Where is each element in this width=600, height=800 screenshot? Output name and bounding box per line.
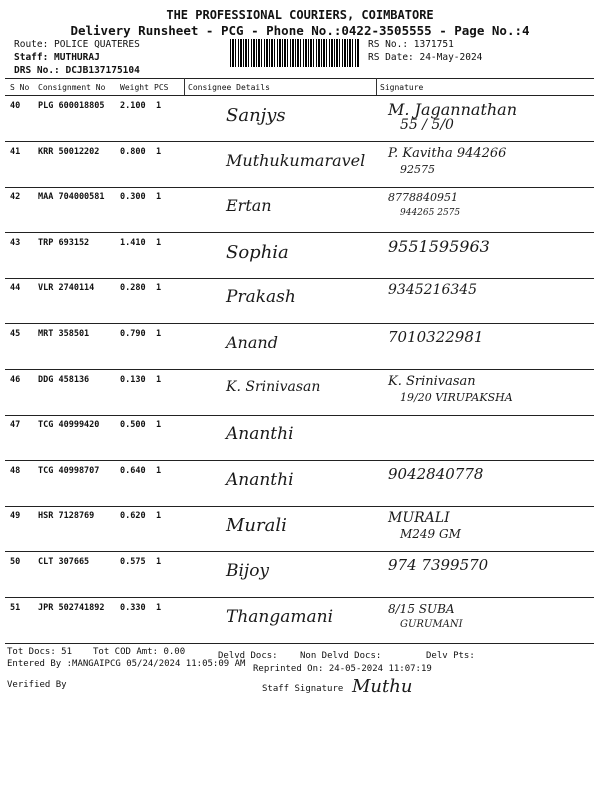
row-sno: 43 xyxy=(10,238,21,248)
document-title: Delivery Runsheet - PCG - Phone No.:0422-3505555 - Page No.:4 xyxy=(70,23,530,38)
row-signature-line1: 9551595963 xyxy=(388,237,490,256)
row-sno: 51 xyxy=(10,603,21,613)
row-pcs: 1 xyxy=(156,420,162,430)
company-name: THE PROFESSIONAL COURIERS, COIMBATORE xyxy=(166,8,434,22)
rs-date: RS Date: 24-May-2024 xyxy=(368,52,483,63)
row-divider xyxy=(5,232,594,233)
row-sno: 50 xyxy=(10,557,21,567)
row-signature-line1: 8778840951 xyxy=(388,191,458,204)
row-consignment-no: DDG 458136 xyxy=(38,375,90,385)
col-sno: S No xyxy=(10,83,30,92)
row-consignment-no: VLR 2740114 xyxy=(38,283,95,293)
row-signature-line2: GURUMANI xyxy=(400,619,463,630)
reprinted-on: Reprinted On: 24-05-2024 11:07:19 xyxy=(253,664,432,674)
row-consignee-handwritten: Ananthi xyxy=(226,424,294,444)
staff-signature: Muthu xyxy=(352,676,413,697)
row-consignment-no: TCG 40998707 xyxy=(38,466,100,476)
row-divider xyxy=(5,278,594,279)
row-divider xyxy=(5,323,594,324)
row-sno: 44 xyxy=(10,283,21,293)
row-sno: 41 xyxy=(10,147,21,157)
row-weight: 0.575 xyxy=(120,557,146,567)
row-signature-line2: 19/20 VIRUPAKSHA xyxy=(400,391,513,404)
row-pcs: 1 xyxy=(156,147,162,157)
row-consignee-handwritten: Anand xyxy=(226,333,278,352)
row-consignee-handwritten: Sanjys xyxy=(226,105,286,126)
row-signature-line1: M. Jagannathan xyxy=(388,100,518,119)
col-pcs: PCS xyxy=(154,83,169,92)
rs-number: RS No.: 1371751 xyxy=(368,39,454,50)
route-label: Route: POLICE QUATERES xyxy=(14,39,140,50)
row-signature-line2: 92575 xyxy=(400,163,435,176)
row-pcs: 1 xyxy=(156,511,162,521)
row-signature-line1: P. Kavitha 944266 xyxy=(388,146,507,161)
delivery-points: Delv Pts: xyxy=(426,651,475,661)
row-consignee-handwritten: Ertan xyxy=(226,196,272,215)
row-pcs: 1 xyxy=(156,603,162,613)
row-pcs: 1 xyxy=(156,466,162,476)
row-divider xyxy=(5,551,594,552)
row-pcs: 1 xyxy=(156,238,162,248)
row-divider xyxy=(5,369,594,370)
row-consignee-handwritten: Sophia xyxy=(226,242,289,263)
row-weight: 0.800 xyxy=(120,147,146,157)
row-divider xyxy=(5,597,594,598)
row-divider xyxy=(5,506,594,507)
drs-number: DRS No.: DCJB137175104 xyxy=(14,65,140,76)
row-divider xyxy=(5,415,594,416)
row-consignment-no: PLG 600018805 xyxy=(38,101,105,111)
staff-signature-label: Staff Signature xyxy=(262,684,344,694)
row-divider xyxy=(5,460,594,461)
delivered-docs: Delvd Docs: xyxy=(218,651,278,661)
row-consignee-handwritten: Murali xyxy=(226,515,287,536)
row-signature-line1: 9042840778 xyxy=(388,465,484,483)
row-weight: 0.130 xyxy=(120,375,146,385)
row-weight: 1.410 xyxy=(120,238,146,248)
row-consignment-no: MAA 704000581 xyxy=(38,192,105,202)
entered-by: Entered By :MANGAIPCG 05/24/2024 11:05:09 AM xyxy=(7,659,246,669)
row-weight: 0.330 xyxy=(120,603,146,613)
row-pcs: 1 xyxy=(156,557,162,567)
row-consignee-handwritten: Thangamani xyxy=(226,607,334,627)
staff-label: Staff: MUTHURAJ xyxy=(14,52,100,63)
row-pcs: 1 xyxy=(156,283,162,293)
row-sno: 47 xyxy=(10,420,21,430)
row-sno: 42 xyxy=(10,192,21,202)
row-signature-line1: 974 7399570 xyxy=(388,556,489,574)
row-weight: 0.620 xyxy=(120,511,146,521)
row-pcs: 1 xyxy=(156,192,162,202)
row-weight: 0.300 xyxy=(120,192,146,202)
row-signature-line1: 9345216345 xyxy=(388,282,478,298)
row-weight: 0.640 xyxy=(120,466,146,476)
row-consignee-handwritten: K. Srinivasan xyxy=(226,379,321,395)
col-weight: Weight xyxy=(120,83,149,92)
row-weight: 0.280 xyxy=(120,283,146,293)
row-pcs: 1 xyxy=(156,375,162,385)
row-weight: 2.100 xyxy=(120,101,146,111)
row-signature-line2: M249 GM xyxy=(400,527,461,541)
col-consignment: Consignment No xyxy=(38,83,106,92)
row-consignee-handwritten: Ananthi xyxy=(226,470,294,490)
row-consignee-handwritten: Prakash xyxy=(226,287,296,307)
row-signature-line2: 944265 2575 xyxy=(400,208,461,218)
row-consignee-handwritten: Bijoy xyxy=(226,561,270,581)
barcode xyxy=(230,39,360,67)
row-consignment-no: MRT 358501 xyxy=(38,329,90,339)
row-weight: 0.500 xyxy=(120,420,146,430)
row-signature-line1: 8/15 SUBA xyxy=(388,602,455,616)
row-sno: 48 xyxy=(10,466,21,476)
row-consignment-no: JPR 502741892 xyxy=(38,603,105,613)
non-delivered-docs: Non Delvd Docs: xyxy=(300,651,382,661)
total-docs: Tot Docs: 51 xyxy=(7,647,73,657)
row-sno: 49 xyxy=(10,511,21,521)
row-signature-line2: 55 / 5/0 xyxy=(400,117,454,133)
row-consignee-handwritten: Muthukumaravel xyxy=(226,151,366,170)
row-consignment-no: CLT 307665 xyxy=(38,557,90,567)
row-pcs: 1 xyxy=(156,101,162,111)
row-consignment-no: KRR 50012202 xyxy=(38,147,100,157)
row-divider xyxy=(5,187,594,188)
row-sno: 46 xyxy=(10,375,21,385)
row-consignment-no: TRP 693152 xyxy=(38,238,90,248)
row-sno: 45 xyxy=(10,329,21,339)
col-consignee: Consignee Details xyxy=(188,83,270,92)
total-cod: Tot COD Amt: 0.00 xyxy=(93,647,186,657)
row-consignment-no: HSR 7128769 xyxy=(38,511,95,521)
row-signature-line1: MURALI xyxy=(388,510,450,526)
row-consignment-no: TCG 40999420 xyxy=(38,420,100,430)
row-signature-line1: K. Srinivasan xyxy=(388,374,476,389)
row-weight: 0.790 xyxy=(120,329,146,339)
row-sno: 40 xyxy=(10,101,21,111)
col-signature: Signature xyxy=(380,83,424,92)
row-pcs: 1 xyxy=(156,329,162,339)
verified-by: Verified By xyxy=(7,680,67,690)
row-divider xyxy=(5,141,594,142)
row-signature-line1: 7010322981 xyxy=(388,328,484,346)
